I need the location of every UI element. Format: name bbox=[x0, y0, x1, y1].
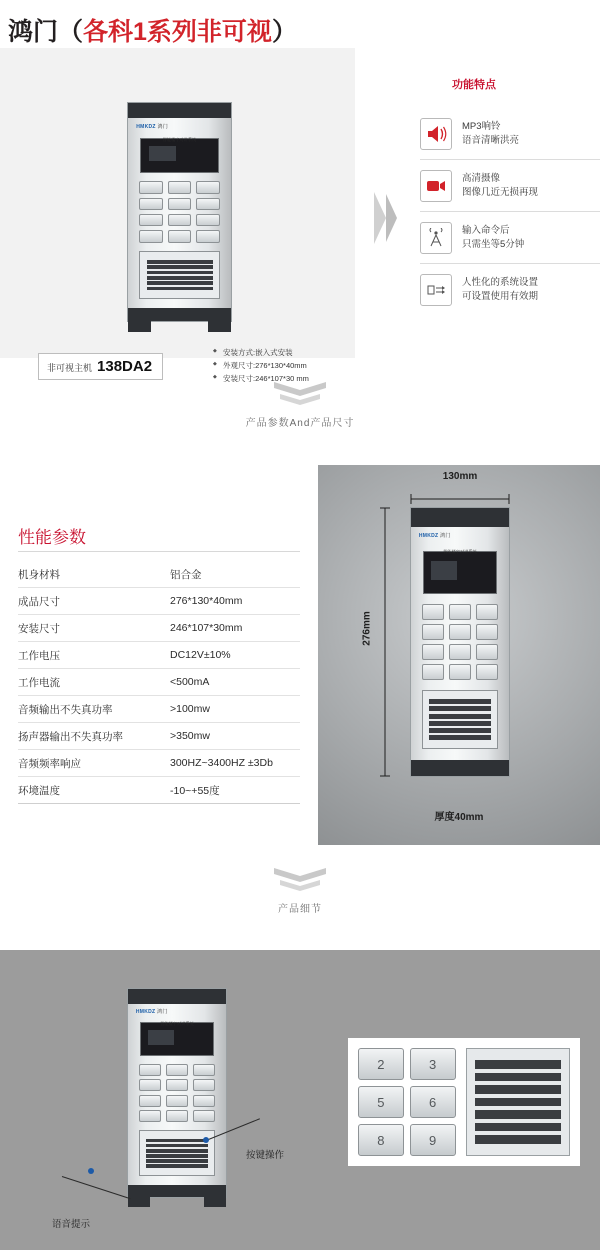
feature-item bbox=[420, 212, 600, 264]
device-bottom-bezel bbox=[128, 1185, 226, 1197]
height-dimension-line bbox=[380, 507, 390, 777]
spec-key: 安装尺寸 bbox=[18, 615, 166, 642]
key bbox=[193, 1095, 215, 1107]
divider-label: 产品细节 bbox=[278, 904, 322, 915]
device-screen-caption: 智能楼宇对讲系统 bbox=[160, 1021, 194, 1027]
key bbox=[449, 664, 471, 679]
keypad-callout-dot bbox=[203, 1137, 209, 1143]
flow-arrow-icon bbox=[372, 188, 400, 248]
table-row bbox=[18, 750, 300, 777]
spec-key: 工作电流 bbox=[18, 669, 166, 696]
params-section bbox=[0, 465, 600, 845]
brand-name: 鸿门 bbox=[8, 18, 59, 46]
table-row bbox=[18, 777, 300, 804]
spec-value: -10~+55度 bbox=[166, 777, 300, 804]
key bbox=[476, 604, 498, 619]
device-screen-caption: 智能楼宇对讲系统 bbox=[443, 549, 477, 555]
device-logo: HMKDZ 鸿门 bbox=[135, 1008, 168, 1015]
spec-key: 环境温度 bbox=[18, 777, 166, 804]
key bbox=[168, 230, 192, 243]
device-bottom-bezel bbox=[411, 760, 509, 776]
key bbox=[139, 230, 163, 243]
spec-value: 铝合金 bbox=[166, 561, 300, 588]
divider-params bbox=[0, 380, 600, 429]
spec-table bbox=[18, 561, 300, 804]
closeup-speaker-grille bbox=[466, 1048, 570, 1156]
key bbox=[166, 1110, 188, 1122]
device-top-bezel bbox=[128, 103, 231, 118]
key bbox=[168, 214, 192, 227]
key bbox=[476, 624, 498, 639]
title-close-paren: ） bbox=[271, 18, 297, 46]
device-keypad bbox=[139, 1064, 215, 1122]
key bbox=[139, 1064, 161, 1076]
model-label: 非可视主机 bbox=[47, 363, 93, 373]
list-item: ◆ 外观尺寸:276*130*40mm bbox=[213, 361, 348, 370]
keypad-key: 6 bbox=[410, 1086, 456, 1118]
device-screen bbox=[140, 1022, 215, 1055]
device-illustration-details bbox=[127, 988, 227, 1198]
feature-item bbox=[420, 160, 600, 212]
key bbox=[476, 644, 498, 659]
spec-key: 扬声器输出不失真功率 bbox=[18, 723, 166, 750]
key bbox=[422, 644, 444, 659]
device-logo: HMKDZ 鸿门 bbox=[418, 533, 451, 540]
table-row bbox=[18, 669, 300, 696]
features-list bbox=[420, 108, 600, 316]
key bbox=[449, 644, 471, 659]
closeup-keypad bbox=[358, 1048, 456, 1156]
key bbox=[193, 1110, 215, 1122]
thickness-label: 厚度40mm bbox=[434, 812, 484, 823]
spec-key: 工作电压 bbox=[18, 642, 166, 669]
device-illustration-dimensions bbox=[410, 507, 510, 777]
key bbox=[168, 181, 192, 194]
voice-prompt-callout-line bbox=[62, 1176, 131, 1199]
voice-prompt-callout-label: 语音提示 bbox=[52, 1219, 91, 1230]
key bbox=[422, 664, 444, 679]
feature-item bbox=[420, 108, 600, 160]
device-speaker-grille bbox=[139, 251, 219, 299]
keypad-key: 9 bbox=[410, 1124, 456, 1156]
key bbox=[166, 1095, 188, 1107]
width-dimension-label: 130mm bbox=[442, 471, 478, 482]
key bbox=[139, 1110, 161, 1122]
device-speaker-grille bbox=[422, 690, 498, 749]
series-name: 各科1系列非可视 bbox=[83, 18, 272, 46]
key bbox=[139, 181, 163, 194]
voice-prompt-callout-dot bbox=[88, 1168, 94, 1174]
table-row bbox=[18, 696, 300, 723]
feature-text: 人性化的系统设置 可设置使用有效期 bbox=[462, 277, 539, 302]
key bbox=[196, 181, 220, 194]
signal-tower-icon bbox=[420, 222, 452, 254]
device-keypad bbox=[139, 181, 219, 242]
title-open-paren: （ bbox=[58, 18, 84, 46]
key bbox=[139, 1095, 161, 1107]
params-table-panel bbox=[0, 465, 318, 845]
device-bottom-bezel bbox=[128, 308, 231, 321]
width-dimension-line bbox=[410, 491, 510, 501]
spec-key: 音频频率响应 bbox=[18, 750, 166, 777]
camera-icon bbox=[420, 170, 452, 202]
spec-value: 276*130*40mm bbox=[166, 588, 300, 615]
key bbox=[166, 1064, 188, 1076]
key bbox=[449, 604, 471, 619]
device-logo: HMKDZ 鸿门 bbox=[136, 123, 169, 130]
key bbox=[193, 1079, 215, 1091]
key bbox=[139, 1079, 161, 1091]
table-row bbox=[18, 723, 300, 750]
table-row bbox=[18, 642, 300, 669]
key bbox=[196, 198, 220, 211]
chevron-down-icon bbox=[270, 380, 330, 406]
divider-label: 产品参数And产品尺寸 bbox=[245, 418, 355, 429]
key bbox=[168, 198, 192, 211]
table-row bbox=[18, 561, 300, 588]
key bbox=[193, 1064, 215, 1076]
key bbox=[449, 624, 471, 639]
features-title: 功能特点 bbox=[452, 79, 496, 91]
feature-item bbox=[420, 264, 600, 316]
device-keypad bbox=[422, 604, 498, 679]
feature-text: 输入命令后 只需坐等5分钟 bbox=[462, 224, 525, 250]
spec-value: DC12V±10% bbox=[166, 642, 300, 669]
device-top-bezel bbox=[411, 508, 509, 527]
spec-value: >350mw bbox=[166, 723, 300, 750]
spec-key: 成品尺寸 bbox=[18, 588, 166, 615]
key bbox=[139, 198, 163, 211]
list-item: ◆ 安装尺寸:246*107*30 mm bbox=[213, 374, 348, 383]
details-section bbox=[0, 950, 600, 1250]
keypad-callout-label: 按键操作 bbox=[246, 1150, 285, 1161]
device-screen bbox=[140, 138, 218, 173]
divider-details bbox=[0, 866, 600, 915]
key bbox=[166, 1079, 188, 1091]
settings-flow-icon bbox=[420, 274, 452, 306]
table-row bbox=[18, 615, 300, 642]
page-title bbox=[8, 12, 297, 48]
table-row bbox=[18, 588, 300, 615]
device-feet bbox=[128, 321, 231, 332]
hero-section bbox=[0, 48, 600, 383]
device-top-bezel bbox=[128, 989, 226, 1004]
spec-value: >100mw bbox=[166, 696, 300, 723]
keypad-key: 8 bbox=[358, 1124, 404, 1156]
params-title: 性能参数 bbox=[18, 523, 86, 548]
key bbox=[422, 624, 444, 639]
key bbox=[476, 664, 498, 679]
device-screen bbox=[423, 551, 498, 594]
list-item: ◆ 安装方式:嵌入式安装 bbox=[213, 348, 348, 357]
keypad-key: 2 bbox=[358, 1048, 404, 1080]
model-tag bbox=[38, 353, 163, 380]
device-feet bbox=[128, 1197, 226, 1207]
device-screen-caption: 智能楼宇对讲系统 bbox=[162, 136, 197, 142]
key bbox=[196, 214, 220, 227]
dimension-diagram-panel bbox=[318, 465, 600, 845]
height-dimension-label: 276mm bbox=[361, 611, 373, 646]
device-illustration-hero bbox=[127, 102, 232, 322]
spec-value: <500mA bbox=[166, 669, 300, 696]
key bbox=[139, 214, 163, 227]
model-value: 138DA2 bbox=[97, 358, 153, 375]
spec-key: 音频输出不失真功率 bbox=[18, 696, 166, 723]
closeup-photo-panel bbox=[348, 1038, 580, 1166]
key bbox=[422, 604, 444, 619]
speaker-icon bbox=[420, 118, 452, 150]
key bbox=[196, 230, 220, 243]
feature-text: MP3响铃 语音清晰洪亮 bbox=[462, 120, 520, 146]
keypad-key: 5 bbox=[358, 1086, 404, 1118]
keypad-key: 3 bbox=[410, 1048, 456, 1080]
chevron-down-icon bbox=[270, 866, 330, 892]
spec-value: 300HZ~3400HZ ±3Db bbox=[166, 750, 300, 777]
spec-value: 246*107*30mm bbox=[166, 615, 300, 642]
feature-text: 高清摄像 图像几近无损再现 bbox=[462, 172, 539, 198]
spec-key: 机身材料 bbox=[18, 561, 166, 588]
